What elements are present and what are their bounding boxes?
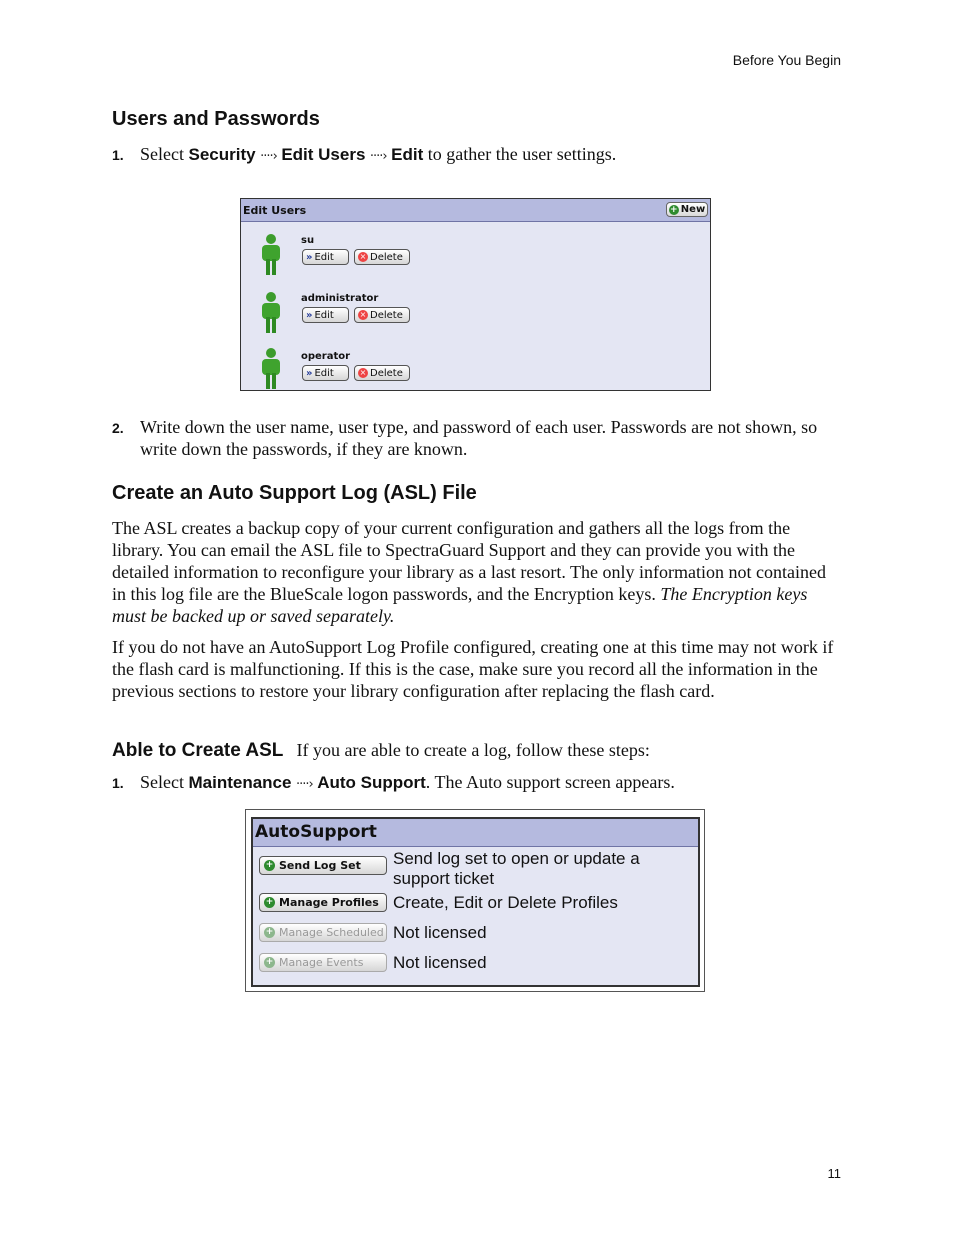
- autosupport-panel: [251, 817, 700, 987]
- manage-events-button[interactable]: [259, 953, 387, 972]
- manage-events-description: Not licensed: [393, 953, 487, 972]
- user-row: [241, 229, 710, 281]
- plus-icon: +: [670, 204, 678, 215]
- new-user-button[interactable]: [666, 202, 708, 217]
- double-chevron-icon: »: [306, 367, 313, 379]
- delete-label: Delete: [370, 251, 403, 263]
- edit-users-titlebar: [241, 199, 710, 222]
- double-chevron-icon: »: [306, 251, 313, 263]
- step-text: [140, 771, 675, 796]
- user-name: administrator: [301, 293, 379, 304]
- button-label: Send Log Set: [279, 859, 361, 872]
- delete-button[interactable]: [354, 307, 410, 323]
- delete-label: Delete: [370, 367, 403, 379]
- edit-button[interactable]: [302, 249, 349, 265]
- user-name: su: [301, 235, 315, 246]
- menu-maintenance: Maintenance: [188, 773, 292, 792]
- autosupport-title: AutoSupport: [255, 822, 377, 842]
- double-chevron-icon: »: [306, 309, 313, 321]
- section-title-users-passwords: Users and Passwords: [112, 108, 320, 130]
- send-log-set-button[interactable]: [259, 856, 387, 875]
- step-text: Write down the user name, user type, and password of each user. Passwords are not shown, so write down the passwords, if they are known.: [140, 417, 818, 459]
- step-pre: Select: [140, 144, 184, 164]
- step-number: 1.: [112, 775, 124, 791]
- edit-label: Edit: [314, 309, 334, 321]
- page-number: 11: [827, 1166, 841, 1181]
- manage-profiles-description: Create, Edit or Delete Profiles: [393, 893, 618, 912]
- button-label: Manage Profiles: [279, 896, 379, 909]
- user-row: [241, 345, 710, 397]
- menu-auto-support: Auto Support: [317, 773, 426, 792]
- delete-icon: ×: [359, 368, 367, 377]
- user-name: operator: [301, 351, 351, 362]
- delete-button[interactable]: [354, 365, 410, 381]
- button-label: Manage Events: [279, 956, 364, 969]
- run-in-text: If you are able to create a log, follow these steps:: [296, 740, 650, 760]
- edit-label: Edit: [314, 251, 334, 263]
- manage-scheduled-description: Not licensed: [393, 923, 487, 942]
- delete-icon: ×: [359, 310, 367, 319]
- manage-scheduled-button[interactable]: [259, 923, 387, 942]
- plus-icon: +: [265, 957, 274, 967]
- running-header: Before You Begin: [732, 52, 841, 68]
- step-post: to gather the user settings.: [427, 144, 617, 164]
- user-icon: [259, 291, 283, 335]
- plus-icon: +: [265, 860, 274, 870]
- run-in-paragraph: [112, 739, 842, 762]
- edit-label: Edit: [314, 367, 334, 379]
- delete-icon: ×: [359, 252, 367, 261]
- menu-security: Security: [188, 145, 256, 164]
- step-number: 2.: [112, 420, 124, 436]
- menu-edit: Edit: [391, 145, 424, 164]
- user-icon: [259, 347, 283, 391]
- step-text: [140, 143, 616, 168]
- edit-users-screenshot: [240, 198, 711, 391]
- edit-button[interactable]: [302, 365, 349, 381]
- plus-icon: +: [265, 927, 274, 937]
- menu-edit-users: Edit Users: [281, 145, 366, 164]
- paragraph-asl-intro-text: The ASL creates a backup copy of your current configuration and gathers all the logs from the library. You can email the ASL file to SpectraGuard Support and they can provide you with the detailed information to reconfigure your library as a last resort. The only information not contained in this log file are the BlueScale logon passwords, and the Encryption keys.: [112, 518, 826, 604]
- plus-icon: +: [265, 897, 274, 907]
- dotted-arrow-icon: ····›: [295, 777, 313, 792]
- dotted-arrow-icon: ····›: [260, 149, 277, 164]
- paragraph-asl-profile: If you do not have an AutoSupport Log Profile configured, creating one at this time may not work if the flash card is malfunctioning. If this is the case, make sure you record all the information in the previous sections to restore your library configuration after replacing the flash card.: [112, 637, 834, 701]
- user-icon: [259, 233, 283, 277]
- step-post: . The Auto support screen appears.: [425, 772, 675, 792]
- paragraph-asl-intro-italic: The Encryption keys must be backed up or saved separately.: [112, 584, 808, 626]
- new-label: New: [680, 204, 706, 215]
- manage-profiles-button[interactable]: [259, 893, 387, 912]
- user-row: [241, 287, 710, 339]
- delete-button[interactable]: [354, 249, 410, 265]
- step-number: 1.: [112, 147, 124, 163]
- edit-button[interactable]: [302, 307, 349, 323]
- autosupport-titlebar: [253, 819, 698, 847]
- send-log-set-description: Send log set to open or update a support ticket: [393, 849, 640, 888]
- run-in-head: Able to Create ASL: [112, 740, 284, 761]
- delete-label: Delete: [370, 309, 403, 321]
- autosupport-screenshot: [245, 809, 705, 992]
- section-title-asl: Create an Auto Support Log (ASL) File: [112, 482, 477, 504]
- dotted-arrow-icon: ····›: [369, 149, 387, 164]
- step-pre: Select: [140, 772, 184, 792]
- edit-users-title: Edit Users: [243, 204, 307, 217]
- paragraph-asl-intro: [112, 517, 840, 627]
- button-label: Manage Scheduled: [279, 926, 384, 939]
